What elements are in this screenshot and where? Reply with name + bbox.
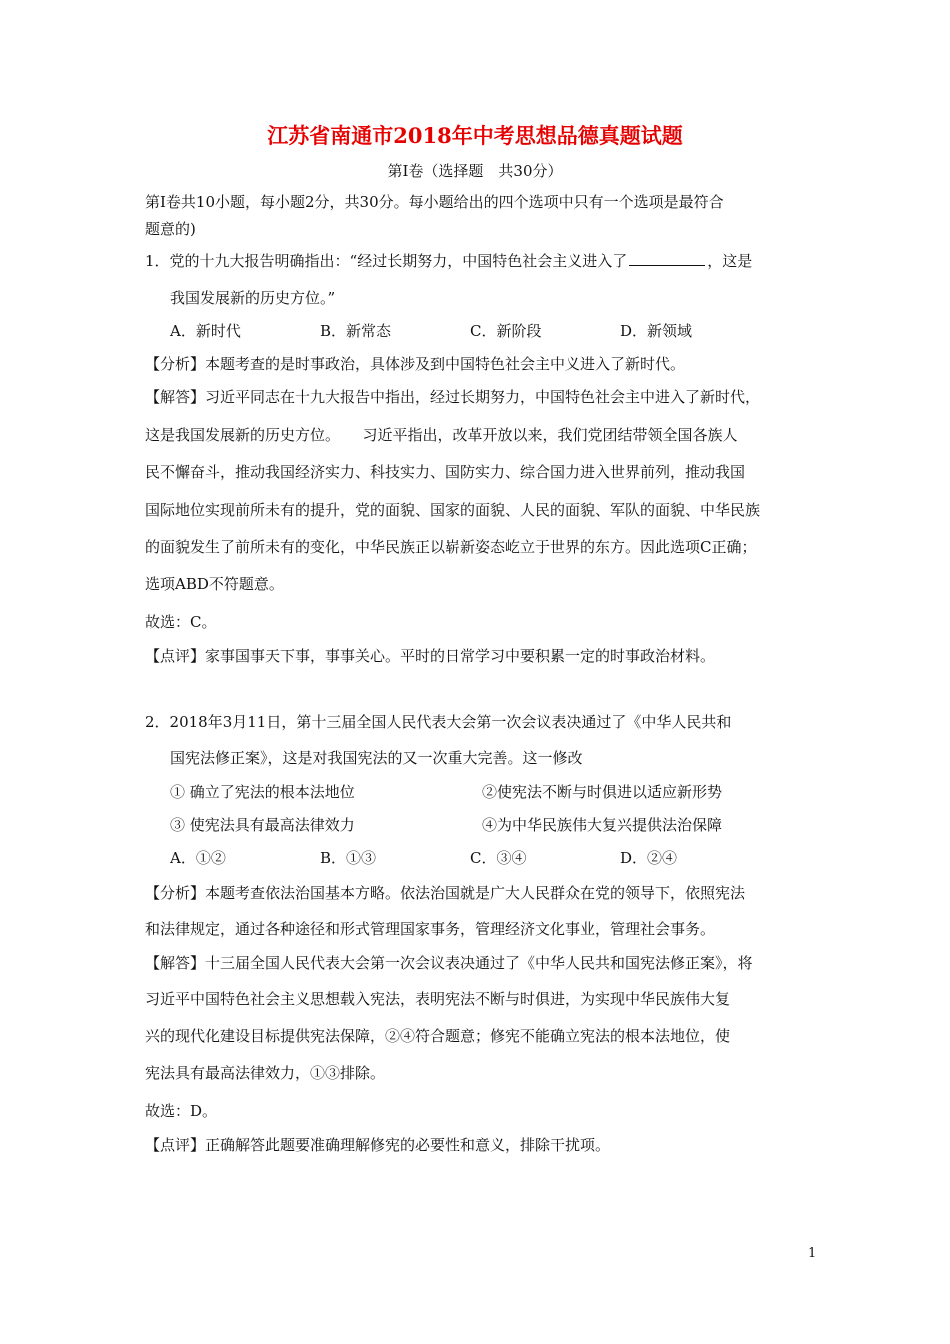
q1-option-c: C．新阶段 bbox=[470, 322, 542, 340]
q2-stem-line-1: 2．2018年3月11日，第十三届全国人民代表大会第一次会议表决通过了《中华人民共和 bbox=[145, 713, 732, 731]
q1-option-a: A．新时代 bbox=[170, 322, 241, 340]
q1-answer-line-1: 【解答】习近平同志在十九大报告中指出，经过长期努力，中国特色社会主中进入了新时代， bbox=[145, 388, 761, 406]
q1-comment: 【点评】家事国事天下事，事事关心。平时的日常学习中要积累一定的时事政治材料。 bbox=[145, 647, 716, 665]
q1-answer-line-4: 国际地位实现前所未有的提升，党的面貌、国家的面貌、人民的面貌、军队的面貌、中华民族 bbox=[145, 501, 761, 519]
q2-option-d: D．②④ bbox=[620, 849, 678, 867]
q2-option-c: C．③④ bbox=[470, 849, 527, 867]
q1-analysis: 【分析】本题考查的是时事政治，具体涉及到中国特色社会主中义进入了新时代。 bbox=[145, 355, 686, 373]
q1-blank bbox=[629, 251, 705, 266]
q2-option-b: B．①③ bbox=[320, 849, 377, 867]
q1-stem-line-2: 我国发展新的历史方位。” bbox=[170, 289, 336, 307]
q1-answer-line-2: 这是我国发展新的历史方位。 习近平指出，改革开放以来，我们党团结带领全国各族人 bbox=[145, 426, 738, 444]
q2-comment: 【点评】正确解答此题要准确理解修宪的必要性和意义，排除干扰项。 bbox=[145, 1136, 611, 1154]
q2-statement-4: ④为中华民族伟大复兴提供法治保障 bbox=[482, 816, 723, 834]
q1-stem-before-blank: 1．党的十九大报告明确指出：“经过长期努力，中国特色社会主义进入了 bbox=[145, 252, 628, 270]
q2-answer-line-2: 习近平中国特色社会主义思想载入宪法，表明宪法不断与时俱进，为实现中华民族伟大复 bbox=[145, 990, 731, 1008]
q2-answer-line-1: 【解答】十三届全国人民代表大会第一次会议表决通过了《中华人民共和国宪法修正案》，将 bbox=[145, 954, 753, 972]
q1-answer-line-3: 民不懈奋斗，推动我国经济实力、科技实力、国防实力、综合国力进入世界前列，推动我国 bbox=[145, 463, 746, 481]
q2-answer-line-3: 兴的现代化建设目标提供宪法保障，②④符合题意；修宪不能确立宪法的根本法地位，使 bbox=[145, 1027, 731, 1045]
instructions-line-1: 第Ⅰ卷共10小题，每小题2分，共30分。每小题给出的四个选项中只有一个选项是最符合 bbox=[145, 193, 724, 211]
q2-analysis-line-1: 【分析】本题考查依法治国基本方略。依法治国就是广大人民群众在党的领导下，依照宪法 bbox=[145, 884, 746, 902]
q2-answer-line-4: 宪法具有最高法律效力，①③排除。 bbox=[145, 1064, 386, 1082]
q1-stem-line-1 bbox=[145, 250, 752, 272]
q2-choice: 故选：D。 bbox=[145, 1102, 218, 1120]
instructions-line-2: 题意的) bbox=[145, 220, 196, 238]
q1-stem-after-blank: ，这是 bbox=[707, 252, 753, 270]
q1-answer-line-5: 的面貌发生了前所未有的变化，中华民族正以崭新姿态屹立于世界的东方。因此选项C正确； bbox=[145, 538, 757, 556]
q2-stem-line-2: 国宪法修正案》，这是对我国宪法的又一次重大完善。这一修改 bbox=[170, 749, 583, 767]
q2-statement-2: ②使宪法不断与时俱进以适应新形势 bbox=[482, 783, 723, 801]
q2-statement-3: ③ 使宪法具有最高法律效力 bbox=[170, 816, 355, 834]
q2-analysis-line-2: 和法律规定，通过各种途径和形式管理国家事务，管理经济文化事业，管理社会事务。 bbox=[145, 920, 716, 938]
q1-option-b: B．新常态 bbox=[320, 322, 392, 340]
q1-answer-line-6: 选项ABD不符题意。 bbox=[145, 575, 284, 593]
q2-statement-1: ① 确立了宪法的根本法地位 bbox=[170, 783, 355, 801]
q2-option-a: A．①② bbox=[170, 849, 226, 867]
q1-choice: 故选：C。 bbox=[145, 613, 217, 631]
page-number: 1 bbox=[808, 1246, 817, 1261]
q1-option-d: D．新领域 bbox=[620, 322, 693, 340]
page-title: 江苏省南通市2018年中考思想品德真题试题 bbox=[267, 123, 683, 148]
section-header: 第Ⅰ卷（选择题 共30分） bbox=[387, 162, 563, 180]
